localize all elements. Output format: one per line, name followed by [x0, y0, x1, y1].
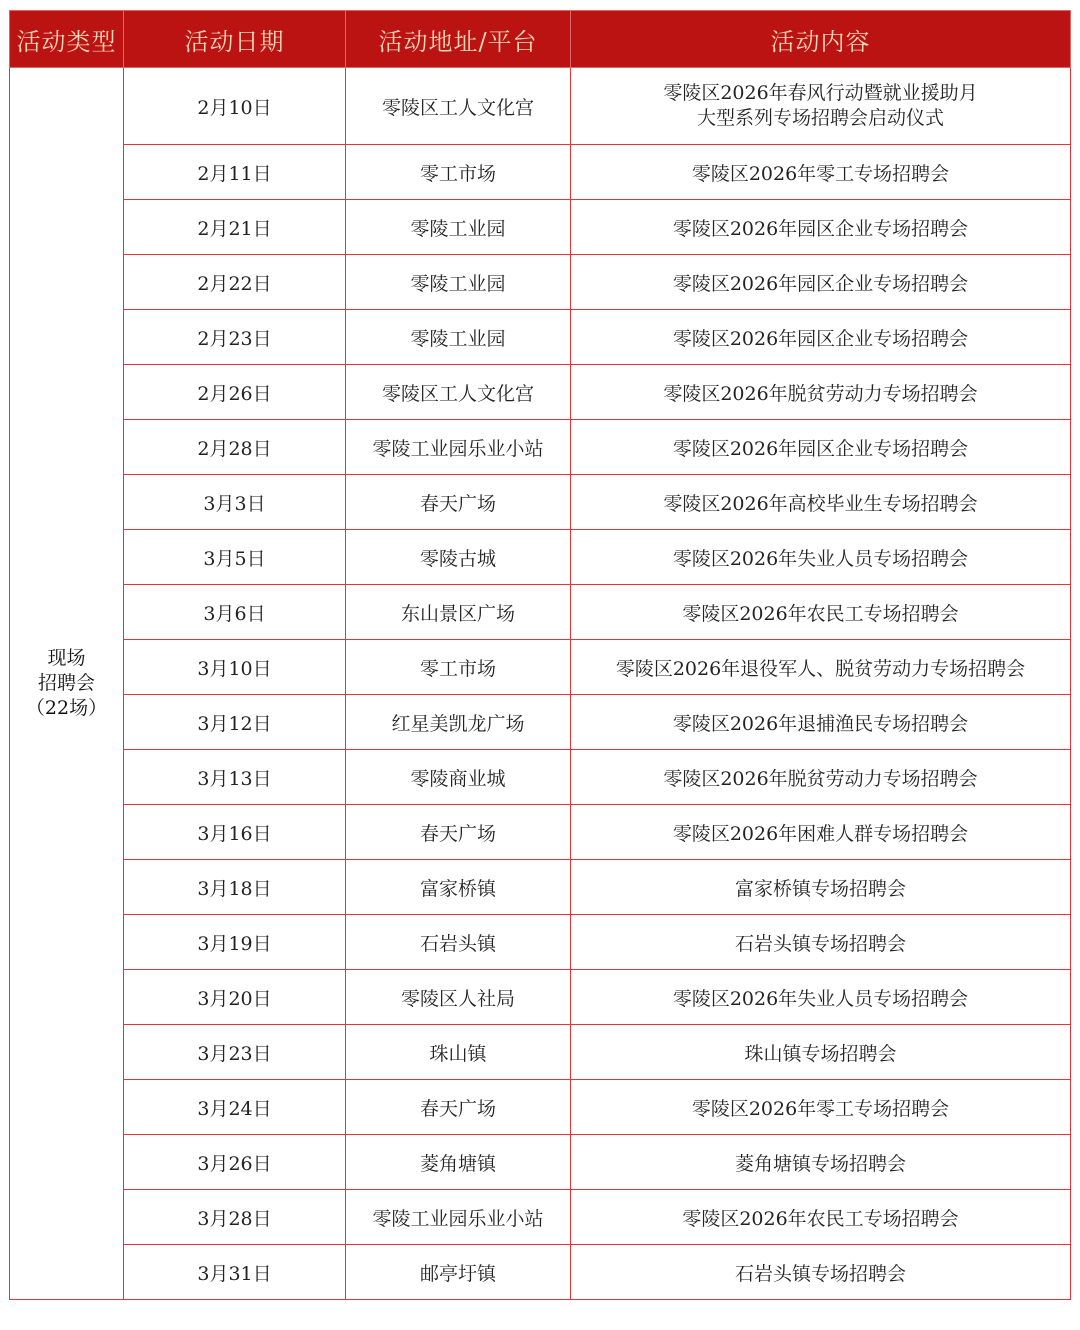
- content-cell: 零陵区2026年失业人员专场招聘会: [571, 530, 1071, 585]
- date-cell: 3月12日: [124, 695, 346, 750]
- recruitment-schedule-table: [9, 10, 1071, 1300]
- venue-cell: 春天广场: [346, 475, 571, 530]
- venue-cell: 零工市场: [346, 640, 571, 695]
- content-cell: 零陵区2026年园区企业专场招聘会: [571, 310, 1071, 365]
- date-cell: 3月10日: [124, 640, 346, 695]
- content-cell: 零陵区2026年脱贫劳动力专场招聘会: [571, 365, 1071, 420]
- header-activity-content: 活动内容: [571, 11, 1071, 68]
- date-cell: 3月18日: [124, 860, 346, 915]
- table-body: [10, 68, 1071, 1300]
- table-row: [10, 1135, 1071, 1190]
- venue-cell: 菱角塘镇: [346, 1135, 571, 1190]
- table-row: [10, 145, 1071, 200]
- venue-cell: 春天广场: [346, 805, 571, 860]
- table-row: [10, 750, 1071, 805]
- content-cell: 零陵区2026年园区企业专场招聘会: [571, 420, 1071, 475]
- date-cell: 2月11日: [124, 145, 346, 200]
- content-line-1: 零陵区2026年春风行动暨就业援助月: [663, 82, 978, 104]
- date-cell: 3月19日: [124, 915, 346, 970]
- table-row: [10, 365, 1071, 420]
- date-cell: 3月6日: [124, 585, 346, 640]
- table-row: [10, 1190, 1071, 1245]
- content-cell: 零陵区2026年园区企业专场招聘会: [571, 255, 1071, 310]
- venue-cell: 零陵工业园乐业小站: [346, 1190, 571, 1245]
- content-cell: 零陵区2026年零工专场招聘会: [571, 1080, 1071, 1135]
- venue-cell: 富家桥镇: [346, 860, 571, 915]
- content-cell: 菱角塘镇专场招聘会: [571, 1135, 1071, 1190]
- content-cell: 零陵区2026年园区企业专场招聘会: [571, 200, 1071, 255]
- table-row: [10, 1245, 1071, 1300]
- venue-cell: 零陵工业园: [346, 310, 571, 365]
- date-cell: 3月31日: [124, 1245, 346, 1300]
- content-cell: 零陵区2026年退捕渔民专场招聘会: [571, 695, 1071, 750]
- content-cell: 零陵区2026年零工专场招聘会: [571, 145, 1071, 200]
- venue-cell: 零陵商业城: [346, 750, 571, 805]
- date-cell: 2月21日: [124, 200, 346, 255]
- table-row: [10, 640, 1071, 695]
- content-cell: 零陵区2026年农民工专场招聘会: [571, 585, 1071, 640]
- content-cell: 珠山镇专场招聘会: [571, 1025, 1071, 1080]
- date-cell: 3月13日: [124, 750, 346, 805]
- date-cell: 3月20日: [124, 970, 346, 1025]
- table-row: [10, 1080, 1071, 1135]
- table-row: [10, 68, 1071, 145]
- venue-cell: 零工市场: [346, 145, 571, 200]
- venue-cell: 零陵区工人文化宫: [346, 68, 571, 145]
- content-cell: 零陵区2026年脱贫劳动力专场招聘会: [571, 750, 1071, 805]
- date-cell: 3月16日: [124, 805, 346, 860]
- venue-cell: 零陵古城: [346, 530, 571, 585]
- date-cell: 3月24日: [124, 1080, 346, 1135]
- content-cell: 零陵区2026年失业人员专场招聘会: [571, 970, 1071, 1025]
- venue-cell: 零陵工业园乐业小站: [346, 420, 571, 475]
- header-activity-type: 活动类型: [10, 11, 124, 68]
- table-row: [10, 585, 1071, 640]
- date-cell: 3月5日: [124, 530, 346, 585]
- type-line-3: （22场）: [25, 697, 108, 719]
- table-row: [10, 915, 1071, 970]
- table-row: [10, 1025, 1071, 1080]
- venue-cell: 零陵区人社局: [346, 970, 571, 1025]
- type-line-1: 现场: [47, 647, 86, 669]
- venue-cell: 春天广场: [346, 1080, 571, 1135]
- date-cell: 2月28日: [124, 420, 346, 475]
- table-row: [10, 695, 1071, 750]
- content-cell: 富家桥镇专场招聘会: [571, 860, 1071, 915]
- date-cell: 2月26日: [124, 365, 346, 420]
- date-cell: 2月23日: [124, 310, 346, 365]
- venue-cell: 邮亭圩镇: [346, 1245, 571, 1300]
- content-cell: 零陵区2026年高校毕业生专场招聘会: [571, 475, 1071, 530]
- content-cell: 石岩头镇专场招聘会: [571, 1245, 1071, 1300]
- content-cell: 石岩头镇专场招聘会: [571, 915, 1071, 970]
- venue-cell: 零陵区工人文化宫: [346, 365, 571, 420]
- table-row: [10, 970, 1071, 1025]
- header-activity-date: 活动日期: [124, 11, 346, 68]
- venue-cell: 石岩头镇: [346, 915, 571, 970]
- content-cell: 零陵区2026年农民工专场招聘会: [571, 1190, 1071, 1245]
- date-cell: 3月3日: [124, 475, 346, 530]
- type-line-2: 招聘会: [37, 672, 95, 694]
- table-row: [10, 420, 1071, 475]
- table-row: [10, 475, 1071, 530]
- date-cell: 2月10日: [124, 68, 346, 145]
- venue-cell: 东山景区广场: [346, 585, 571, 640]
- table-row: [10, 530, 1071, 585]
- content-cell: 零陵区2026年困难人群专场招聘会: [571, 805, 1071, 860]
- table-header: [10, 11, 1071, 68]
- activity-type-cell: [10, 68, 124, 1300]
- table-row: [10, 805, 1071, 860]
- date-cell: 3月23日: [124, 1025, 346, 1080]
- table-row: [10, 255, 1071, 310]
- content-cell: 零陵区2026年退役军人、脱贫劳动力专场招聘会: [571, 640, 1071, 695]
- venue-cell: 红星美凯龙广场: [346, 695, 571, 750]
- venue-cell: 零陵工业园: [346, 255, 571, 310]
- header-activity-venue: 活动地址/平台: [346, 11, 571, 68]
- table-row: [10, 200, 1071, 255]
- date-cell: 2月22日: [124, 255, 346, 310]
- content-cell: [571, 68, 1071, 145]
- date-cell: 3月26日: [124, 1135, 346, 1190]
- content-line-2: 大型系列专场招聘会启动仪式: [696, 107, 944, 129]
- venue-cell: 珠山镇: [346, 1025, 571, 1080]
- venue-cell: 零陵工业园: [346, 200, 571, 255]
- table-row: [10, 860, 1071, 915]
- table-row: [10, 310, 1071, 365]
- date-cell: 3月28日: [124, 1190, 346, 1245]
